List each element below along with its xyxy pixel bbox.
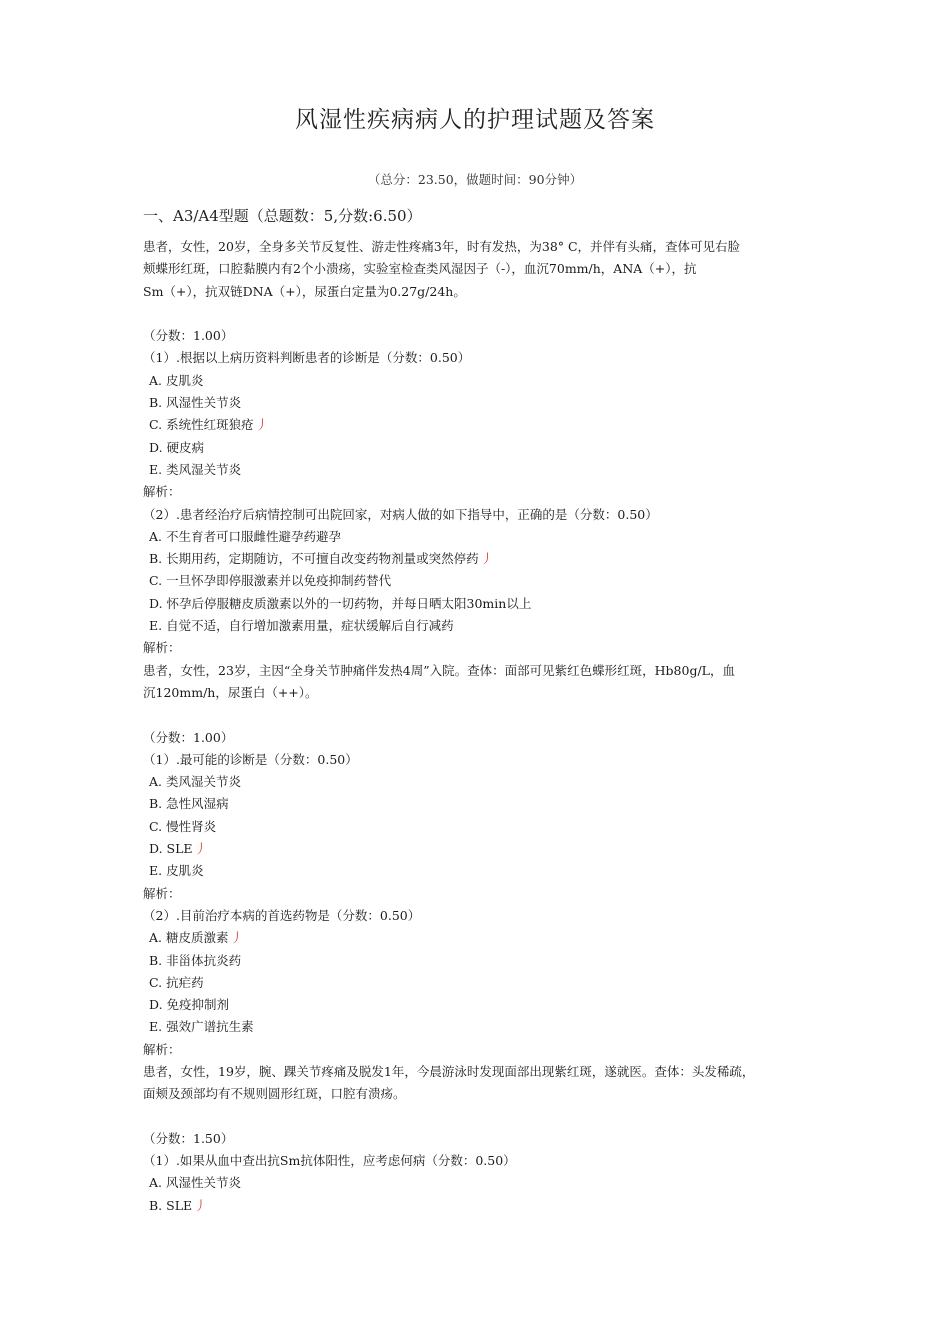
answer-option (143, 816, 823, 838)
question-text: （1）.最可能的诊断是（分数：0.50） (143, 751, 358, 767)
answer-option (143, 972, 823, 994)
analysis-label: 解析： (143, 1041, 181, 1057)
answer-option (143, 392, 823, 414)
case-stem-line: 患者，女性，20岁，全身多关节反复性、游走性疼痛3年，时有发热，为38° C，并伴有头痛，查体可见右脸 (143, 239, 741, 254)
analysis-label: 解析： (143, 640, 181, 656)
spacer (143, 704, 823, 726)
answer-option (143, 615, 823, 637)
question-text: （2）.患者经治疗后病情控制可出院回家，对病人做的如下指导中，正确的是（分数：0.50） (143, 506, 658, 522)
option-label: C. 慢性肾炎 (149, 818, 217, 834)
document-title: 风湿性疾病病人的护理试题及答案 (295, 107, 655, 133)
case-stem-line: 面颊及颈部均有不规则圆形红斑，口腔有溃疡。 (143, 1086, 406, 1102)
answer-option (143, 860, 823, 882)
spacer (143, 1106, 823, 1128)
answer-option (143, 927, 823, 949)
answer-option (143, 593, 823, 615)
option-label: A. 糖皮质激素 (149, 930, 229, 946)
option-label: A. 风湿性关节炎 (149, 1175, 241, 1191)
question-text: （1）.根据以上病历资料判断患者的诊断是（分数：0.50） (143, 350, 471, 366)
option-label: E. 自觉不适，自行增加激素用量，症状缓解后自行减药 (149, 618, 454, 634)
answer-option (143, 414, 823, 436)
option-label: D. 怀孕后停服糖皮质激素以外的一切药物，并每日晒太阳30min以上 (149, 595, 532, 611)
answer-option (143, 370, 823, 392)
option-label: E. 皮肌炎 (149, 863, 204, 879)
option-label: D. 硬皮病 (149, 439, 205, 455)
correct-mark-icon: 丿 (194, 1197, 207, 1213)
answer-option (143, 793, 823, 815)
correct-mark-icon: 丿 (194, 841, 208, 857)
analysis-label: 解析： (143, 484, 181, 500)
option-label: B. 非甾体抗炎药 (149, 952, 242, 968)
answer-option (143, 950, 823, 972)
question-text: （1）.如果从血中查出抗Sm抗体阳性，应考虑何病（分数：0.50） (143, 1153, 516, 1169)
option-label: A. 类风湿关节炎 (149, 774, 241, 790)
option-label: C. 一旦怀孕即停服激素并以免疫抑制药替代 (149, 573, 392, 589)
answer-option (143, 771, 823, 793)
answer-option (143, 1195, 823, 1217)
option-label: B. SLE (149, 1197, 193, 1213)
option-label: E. 强效广谱抗生素 (149, 1019, 254, 1035)
answer-option (143, 994, 823, 1016)
case-score: （分数：1.00） (143, 729, 234, 745)
option-label: B. 风湿性关节炎 (149, 395, 242, 411)
correct-mark-icon: 丿 (230, 930, 243, 946)
correct-mark-icon: 丿 (480, 551, 494, 567)
answer-option (143, 526, 823, 548)
option-label: C. 系统性红斑狼疮 (149, 417, 254, 433)
case-stem-line: 患者，女性，19岁，腕、踝关节疼痛及脱发1年，今晨游泳时发现面部出现紫红斑，遂就医。查体：头发稀疏， (143, 1063, 755, 1079)
answer-option (143, 548, 823, 570)
case-score: （分数：1.50） (143, 1130, 234, 1146)
answer-option (143, 1172, 823, 1194)
question-text: （2）.目前治疗本病的首选药物是（分数：0.50） (143, 907, 421, 923)
option-label: A. 不生育者可口服雌性避孕药避孕 (149, 528, 341, 544)
case-score: （分数：1.00） (143, 328, 234, 344)
spacer (143, 303, 823, 325)
option-label: B. 长期用药，定期随访，不可擅自改变药物剂量或突然停药 (149, 551, 479, 567)
answer-option (143, 838, 823, 860)
option-label: D. 免疫抑制剂 (149, 997, 230, 1013)
answer-option (143, 459, 823, 481)
analysis-label: 解析： (143, 885, 181, 901)
case-stem-line: 颊蝶形红斑，口腔黏膜内有2个小溃疡，实验室检查类风湿因子（-），血沉70mm/h，ANA（+），抗 (143, 261, 697, 277)
option-label: A. 皮肌炎 (149, 372, 204, 388)
option-label: B. 急性风湿病 (149, 796, 229, 812)
question-content (143, 236, 823, 1217)
case-stem-line: 患者，女性，23岁，主因“全身关节肿痛伴发热4周”入院。查体：面部可见紫红色蝶形红斑，Hb80g/L，血 (143, 662, 735, 678)
answer-option (143, 1016, 823, 1038)
option-label: C. 抗疟药 (149, 974, 204, 990)
correct-mark-icon: 丿 (255, 417, 269, 433)
document-subtitle: （总分：23.50，做题时间：90分钟） (367, 172, 583, 187)
section-heading: 一、A3/A4型题（总题数：5,分数:6.50） (143, 207, 422, 225)
answer-option (143, 570, 823, 592)
case-stem-line: 沉120mm/h，尿蛋白（++）。 (143, 684, 318, 700)
option-label: D. SLE (149, 841, 193, 857)
answer-option (143, 437, 823, 459)
option-label: E. 类风湿关节炎 (149, 461, 242, 477)
case-stem-line: Sm（+），抗双链DNA（+），尿蛋白定量为0.27g/24h。 (143, 283, 466, 299)
